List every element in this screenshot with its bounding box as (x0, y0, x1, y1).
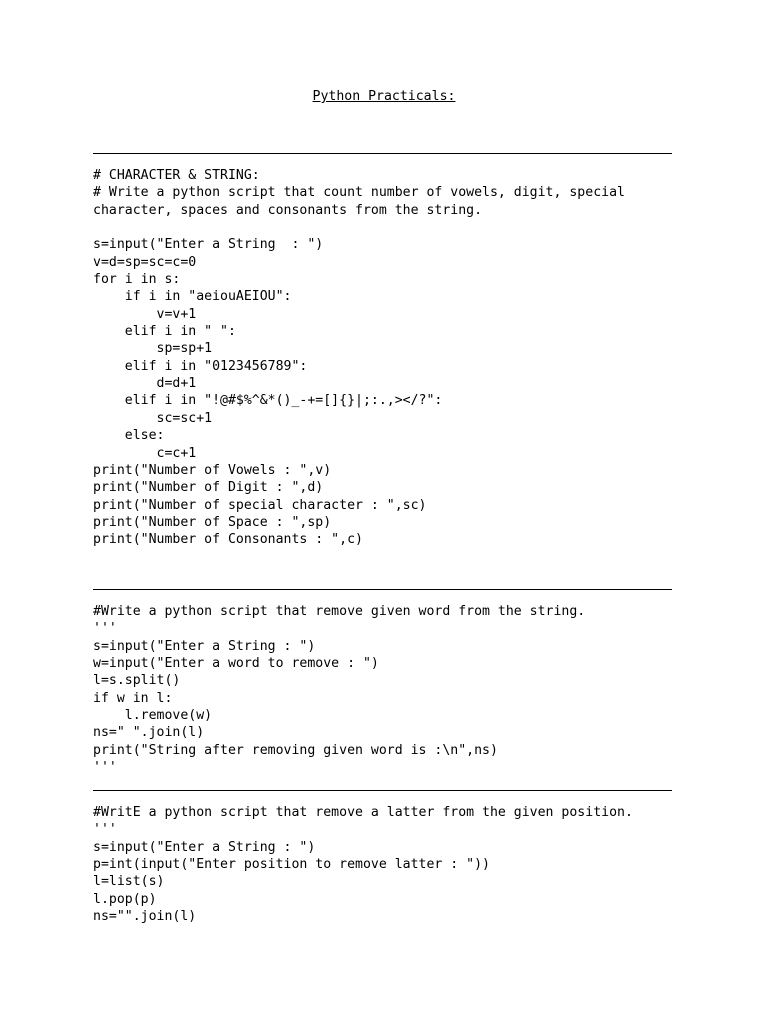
code-block-remove-letter (93, 804, 633, 925)
code-line: s=input("Enter a String : ") (93, 638, 316, 654)
code-line: ''' (93, 822, 117, 838)
code-line: elif i in " ": (93, 324, 236, 340)
code-line: elif i in "!@#$%^&*()_-+=[]{}|;:.,></?": (93, 393, 443, 409)
code-line: v=d=sp=sc=c=0 (93, 254, 197, 270)
code-line: character, spaces and consonants from the string. (93, 202, 483, 218)
code-line: s=input("Enter a String : ") (93, 237, 324, 253)
code-line: p=int(input("Enter position to remove latter : ")) (93, 857, 490, 873)
code-line: v=v+1 (93, 306, 197, 322)
code-line: elif i in "0123456789": (93, 358, 308, 374)
code-line: s=input("Enter a String : ") (93, 839, 316, 855)
code-line: l.pop(p) (93, 891, 157, 907)
code-line: ''' (93, 760, 117, 776)
code-line: ns="".join(l) (93, 909, 197, 925)
section-divider (93, 153, 672, 154)
code-line: l.remove(w) (93, 708, 213, 724)
code-line: for i in s: (93, 272, 181, 288)
page-title: Python Practicals: (312, 89, 456, 104)
section-divider (93, 589, 672, 590)
code-block-character-string (93, 167, 625, 549)
code-line: l=list(s) (93, 874, 165, 890)
code-line: print("Number of Vowels : ",v) (93, 462, 332, 478)
code-line (93, 219, 625, 236)
code-line: # CHARACTER & STRING: (93, 168, 260, 183)
section-divider (93, 790, 672, 791)
code-line: print("Number of Space : ",sp) (93, 514, 332, 530)
code-line: print("Number of Digit : ",d) (93, 480, 324, 496)
code-line: print("String after removing given word is :\n",ns) (93, 742, 498, 758)
code-line: #Write a python script that remove given word from the string. (93, 604, 586, 619)
code-line: ns=" ".join(l) (93, 725, 205, 741)
code-line: else: (93, 428, 165, 444)
code-line: sc=sc+1 (93, 410, 213, 426)
code-line: print("Number of special character : ",sc) (93, 497, 427, 513)
code-line: print("Number of Consonants : ",c) (93, 532, 363, 548)
code-line: sp=sp+1 (93, 341, 213, 357)
code-line: w=input("Enter a word to remove : ") (93, 656, 379, 672)
code-line: l=s.split() (93, 673, 181, 689)
code-line: c=c+1 (93, 445, 197, 461)
code-line: d=d+1 (93, 376, 197, 392)
code-line: #WritE a python script that remove a latter from the given position. (93, 805, 633, 820)
code-line: if i in "aeiouAEIOU": (93, 289, 292, 305)
code-line: ''' (93, 621, 117, 637)
code-line: # Write a python script that count number of vowels, digit, special (93, 185, 625, 201)
code-line: if w in l: (93, 690, 173, 706)
code-block-remove-word (93, 603, 585, 776)
